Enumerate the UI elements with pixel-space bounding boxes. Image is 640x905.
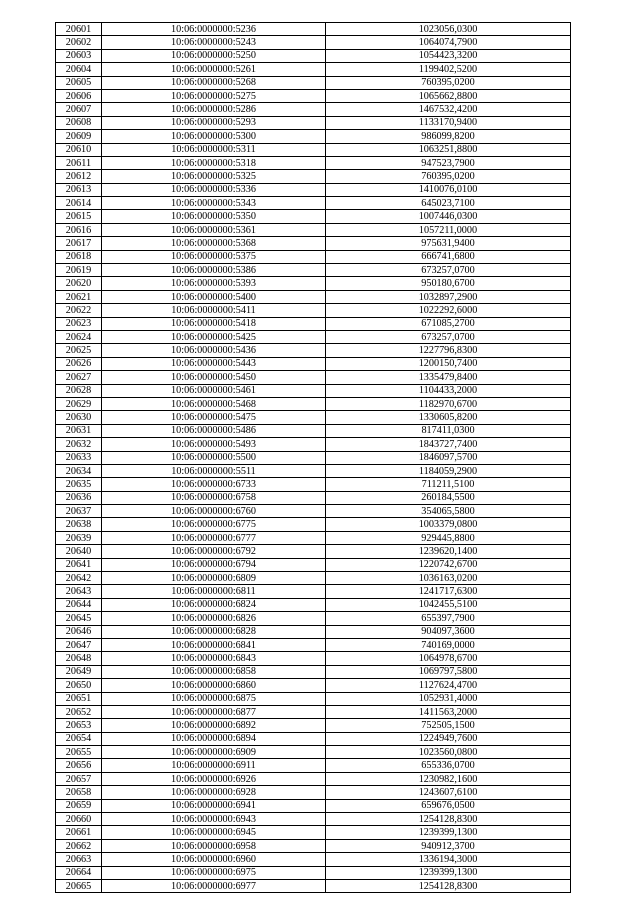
value-cell: 817411,0300 bbox=[326, 424, 571, 437]
row-number-cell: 20658 bbox=[56, 786, 102, 799]
value-cell: 659676,0500 bbox=[326, 799, 571, 812]
cadastral-number-cell: 10:06:0000000:5386 bbox=[102, 264, 326, 277]
row-number-cell: 20657 bbox=[56, 772, 102, 785]
row-number-cell: 20660 bbox=[56, 813, 102, 826]
table-row bbox=[56, 478, 571, 491]
table-row bbox=[56, 759, 571, 772]
row-number-cell: 20653 bbox=[56, 719, 102, 732]
table-row bbox=[56, 799, 571, 812]
value-cell: 1003379,0800 bbox=[326, 518, 571, 531]
table-row bbox=[56, 505, 571, 518]
cadastral-number-cell: 10:06:0000000:5475 bbox=[102, 411, 326, 424]
value-cell: 929445,8800 bbox=[326, 531, 571, 544]
value-cell: 1335479,8400 bbox=[326, 371, 571, 384]
cadastral-number-cell: 10:06:0000000:5300 bbox=[102, 130, 326, 143]
row-number-cell: 20648 bbox=[56, 652, 102, 665]
cadastral-number-cell: 10:06:0000000:5436 bbox=[102, 344, 326, 357]
row-number-cell: 20618 bbox=[56, 250, 102, 263]
value-cell: 1032897,2900 bbox=[326, 290, 571, 303]
cadastral-number-cell: 10:06:0000000:6841 bbox=[102, 638, 326, 651]
value-cell: 940912,3700 bbox=[326, 839, 571, 852]
value-cell: 1184059,2900 bbox=[326, 464, 571, 477]
row-number-cell: 20626 bbox=[56, 357, 102, 370]
row-number-cell: 20627 bbox=[56, 371, 102, 384]
value-cell: 1330605,8200 bbox=[326, 411, 571, 424]
value-cell: 975631,9400 bbox=[326, 237, 571, 250]
value-cell: 673257,0700 bbox=[326, 264, 571, 277]
cadastral-number-cell: 10:06:0000000:5461 bbox=[102, 384, 326, 397]
row-number-cell: 20663 bbox=[56, 853, 102, 866]
row-number-cell: 20638 bbox=[56, 518, 102, 531]
table-row bbox=[56, 518, 571, 531]
table-row bbox=[56, 732, 571, 745]
cadastral-number-cell: 10:06:0000000:6926 bbox=[102, 772, 326, 785]
table-row bbox=[56, 866, 571, 879]
table-row bbox=[56, 250, 571, 263]
row-number-cell: 20662 bbox=[56, 839, 102, 852]
value-cell: 1064074,7900 bbox=[326, 36, 571, 49]
row-number-cell: 20604 bbox=[56, 63, 102, 76]
cadastral-number-cell: 10:06:0000000:5368 bbox=[102, 237, 326, 250]
value-cell: 1023560,0800 bbox=[326, 746, 571, 759]
value-cell: 904097,3600 bbox=[326, 625, 571, 638]
table-row bbox=[56, 692, 571, 705]
cadastral-number-cell: 10:06:0000000:5500 bbox=[102, 451, 326, 464]
value-cell: 1199402,5200 bbox=[326, 63, 571, 76]
row-number-cell: 20624 bbox=[56, 330, 102, 343]
row-number-cell: 20635 bbox=[56, 478, 102, 491]
value-cell: 1846097,5700 bbox=[326, 451, 571, 464]
value-cell: 760395,0200 bbox=[326, 170, 571, 183]
table-row bbox=[56, 705, 571, 718]
value-cell: 1133170,9400 bbox=[326, 116, 571, 129]
cadastral-number-cell: 10:06:0000000:6960 bbox=[102, 853, 326, 866]
value-cell: 1007446,0300 bbox=[326, 210, 571, 223]
table-row bbox=[56, 170, 571, 183]
row-number-cell: 20611 bbox=[56, 156, 102, 169]
cadastral-number-cell: 10:06:0000000:5418 bbox=[102, 317, 326, 330]
value-cell: 671085,2700 bbox=[326, 317, 571, 330]
cadastral-number-cell: 10:06:0000000:5236 bbox=[102, 23, 326, 36]
table-row bbox=[56, 411, 571, 424]
cadastral-number-cell: 10:06:0000000:5268 bbox=[102, 76, 326, 89]
row-number-cell: 20614 bbox=[56, 197, 102, 210]
table-row bbox=[56, 23, 571, 36]
table-row bbox=[56, 223, 571, 236]
row-number-cell: 20664 bbox=[56, 866, 102, 879]
value-cell: 673257,0700 bbox=[326, 330, 571, 343]
cadastral-number-cell: 10:06:0000000:6843 bbox=[102, 652, 326, 665]
value-cell: 1220742,6700 bbox=[326, 558, 571, 571]
cadastral-number-cell: 10:06:0000000:6860 bbox=[102, 679, 326, 692]
value-cell: 1230982,1600 bbox=[326, 772, 571, 785]
value-cell: 1241717,6300 bbox=[326, 585, 571, 598]
cadastral-number-cell: 10:06:0000000:5375 bbox=[102, 250, 326, 263]
table-row bbox=[56, 880, 571, 893]
value-cell: 1336194,3000 bbox=[326, 853, 571, 866]
row-number-cell: 20616 bbox=[56, 223, 102, 236]
table-row bbox=[56, 451, 571, 464]
cadastral-number-cell: 10:06:0000000:6733 bbox=[102, 478, 326, 491]
value-cell: 1042455,5100 bbox=[326, 598, 571, 611]
row-number-cell: 20607 bbox=[56, 103, 102, 116]
row-number-cell: 20620 bbox=[56, 277, 102, 290]
table-row bbox=[56, 853, 571, 866]
row-number-cell: 20646 bbox=[56, 625, 102, 638]
table-row bbox=[56, 679, 571, 692]
value-cell: 1224949,7600 bbox=[326, 732, 571, 745]
cadastral-number-cell: 10:06:0000000:6975 bbox=[102, 866, 326, 879]
table-row bbox=[56, 143, 571, 156]
value-cell: 655397,7900 bbox=[326, 612, 571, 625]
table-row bbox=[56, 665, 571, 678]
row-number-cell: 20629 bbox=[56, 397, 102, 410]
table-row bbox=[56, 183, 571, 196]
row-number-cell: 20603 bbox=[56, 49, 102, 62]
value-cell: 1200150,7400 bbox=[326, 357, 571, 370]
cadastral-value-table bbox=[55, 22, 571, 893]
table-row bbox=[56, 264, 571, 277]
row-number-cell: 20608 bbox=[56, 116, 102, 129]
row-number-cell: 20613 bbox=[56, 183, 102, 196]
row-number-cell: 20661 bbox=[56, 826, 102, 839]
table-row bbox=[56, 638, 571, 651]
cadastral-number-cell: 10:06:0000000:6775 bbox=[102, 518, 326, 531]
cadastral-number-cell: 10:06:0000000:6945 bbox=[102, 826, 326, 839]
table-row bbox=[56, 572, 571, 585]
value-cell: 1239399,1300 bbox=[326, 866, 571, 879]
row-number-cell: 20632 bbox=[56, 438, 102, 451]
row-number-cell: 20631 bbox=[56, 424, 102, 437]
value-cell: 1022292,6000 bbox=[326, 304, 571, 317]
cadastral-number-cell: 10:06:0000000:6826 bbox=[102, 612, 326, 625]
table-row bbox=[56, 36, 571, 49]
value-cell: 740169,0000 bbox=[326, 638, 571, 651]
row-number-cell: 20634 bbox=[56, 464, 102, 477]
cadastral-number-cell: 10:06:0000000:5393 bbox=[102, 277, 326, 290]
value-cell: 1239399,1300 bbox=[326, 826, 571, 839]
table-row bbox=[56, 330, 571, 343]
row-number-cell: 20642 bbox=[56, 572, 102, 585]
cadastral-number-cell: 10:06:0000000:5468 bbox=[102, 397, 326, 410]
value-cell: 1254128,8300 bbox=[326, 880, 571, 893]
cadastral-number-cell: 10:06:0000000:5411 bbox=[102, 304, 326, 317]
cadastral-number-cell: 10:06:0000000:5336 bbox=[102, 183, 326, 196]
value-cell: 1054423,3200 bbox=[326, 49, 571, 62]
cadastral-number-cell: 10:06:0000000:6928 bbox=[102, 786, 326, 799]
cadastral-number-cell: 10:06:0000000:5243 bbox=[102, 36, 326, 49]
table-row bbox=[56, 210, 571, 223]
table-row bbox=[56, 237, 571, 250]
cadastral-number-cell: 10:06:0000000:6894 bbox=[102, 732, 326, 745]
cadastral-number-cell: 10:06:0000000:6794 bbox=[102, 558, 326, 571]
cadastral-number-cell: 10:06:0000000:5250 bbox=[102, 49, 326, 62]
table-row bbox=[56, 746, 571, 759]
value-cell: 947523,7900 bbox=[326, 156, 571, 169]
cadastral-number-cell: 10:06:0000000:5286 bbox=[102, 103, 326, 116]
cadastral-number-cell: 10:06:0000000:6875 bbox=[102, 692, 326, 705]
row-number-cell: 20615 bbox=[56, 210, 102, 223]
cadastral-number-cell: 10:06:0000000:5443 bbox=[102, 357, 326, 370]
table-body bbox=[56, 23, 571, 893]
value-cell: 1239620,1400 bbox=[326, 545, 571, 558]
table-row bbox=[56, 384, 571, 397]
table-row bbox=[56, 116, 571, 129]
row-number-cell: 20602 bbox=[56, 36, 102, 49]
row-number-cell: 20654 bbox=[56, 732, 102, 745]
value-cell: 1227796,8300 bbox=[326, 344, 571, 357]
row-number-cell: 20640 bbox=[56, 545, 102, 558]
value-cell: 1467532,4200 bbox=[326, 103, 571, 116]
cadastral-number-cell: 10:06:0000000:5325 bbox=[102, 170, 326, 183]
table-row bbox=[56, 545, 571, 558]
value-cell: 260184,5500 bbox=[326, 491, 571, 504]
row-number-cell: 20625 bbox=[56, 344, 102, 357]
value-cell: 1127624,4700 bbox=[326, 679, 571, 692]
cadastral-number-cell: 10:06:0000000:6877 bbox=[102, 705, 326, 718]
value-cell: 1411563,2000 bbox=[326, 705, 571, 718]
cadastral-number-cell: 10:06:0000000:5486 bbox=[102, 424, 326, 437]
table-row bbox=[56, 438, 571, 451]
table-row bbox=[56, 63, 571, 76]
table-row bbox=[56, 612, 571, 625]
value-cell: 1254128,8300 bbox=[326, 813, 571, 826]
cadastral-number-cell: 10:06:0000000:6941 bbox=[102, 799, 326, 812]
row-number-cell: 20643 bbox=[56, 585, 102, 598]
table-row bbox=[56, 76, 571, 89]
value-cell: 655336,0700 bbox=[326, 759, 571, 772]
value-cell: 1036163,0200 bbox=[326, 572, 571, 585]
value-cell: 354065,5800 bbox=[326, 505, 571, 518]
table-row bbox=[56, 344, 571, 357]
value-cell: 1052931,4000 bbox=[326, 692, 571, 705]
row-number-cell: 20637 bbox=[56, 505, 102, 518]
row-number-cell: 20610 bbox=[56, 143, 102, 156]
row-number-cell: 20621 bbox=[56, 290, 102, 303]
table-row bbox=[56, 424, 571, 437]
cadastral-number-cell: 10:06:0000000:6777 bbox=[102, 531, 326, 544]
value-cell: 1104433,2000 bbox=[326, 384, 571, 397]
value-cell: 1057211,0000 bbox=[326, 223, 571, 236]
table-row bbox=[56, 89, 571, 102]
row-number-cell: 20617 bbox=[56, 237, 102, 250]
table-row bbox=[56, 197, 571, 210]
table-row bbox=[56, 558, 571, 571]
row-number-cell: 20645 bbox=[56, 612, 102, 625]
table-row bbox=[56, 772, 571, 785]
cadastral-number-cell: 10:06:0000000:6909 bbox=[102, 746, 326, 759]
value-cell: 986099,8200 bbox=[326, 130, 571, 143]
value-cell: 760395,0200 bbox=[326, 76, 571, 89]
cadastral-number-cell: 10:06:0000000:5400 bbox=[102, 290, 326, 303]
table-row bbox=[56, 839, 571, 852]
cadastral-number-cell: 10:06:0000000:6911 bbox=[102, 759, 326, 772]
table-row bbox=[56, 464, 571, 477]
value-cell: 752505,1500 bbox=[326, 719, 571, 732]
row-number-cell: 20650 bbox=[56, 679, 102, 692]
cadastral-number-cell: 10:06:0000000:6943 bbox=[102, 813, 326, 826]
table-row bbox=[56, 719, 571, 732]
row-number-cell: 20655 bbox=[56, 746, 102, 759]
row-number-cell: 20609 bbox=[56, 130, 102, 143]
row-number-cell: 20659 bbox=[56, 799, 102, 812]
row-number-cell: 20619 bbox=[56, 264, 102, 277]
row-number-cell: 20605 bbox=[56, 76, 102, 89]
row-number-cell: 20623 bbox=[56, 317, 102, 330]
cadastral-number-cell: 10:06:0000000:6758 bbox=[102, 491, 326, 504]
cadastral-number-cell: 10:06:0000000:5311 bbox=[102, 143, 326, 156]
row-number-cell: 20652 bbox=[56, 705, 102, 718]
row-number-cell: 20647 bbox=[56, 638, 102, 651]
row-number-cell: 20606 bbox=[56, 89, 102, 102]
table-row bbox=[56, 598, 571, 611]
cadastral-number-cell: 10:06:0000000:6858 bbox=[102, 665, 326, 678]
cadastral-number-cell: 10:06:0000000:5275 bbox=[102, 89, 326, 102]
table-row bbox=[56, 531, 571, 544]
row-number-cell: 20612 bbox=[56, 170, 102, 183]
value-cell: 1243607,6100 bbox=[326, 786, 571, 799]
table-row bbox=[56, 290, 571, 303]
row-number-cell: 20641 bbox=[56, 558, 102, 571]
row-number-cell: 20656 bbox=[56, 759, 102, 772]
value-cell: 1069797,5800 bbox=[326, 665, 571, 678]
cadastral-number-cell: 10:06:0000000:5293 bbox=[102, 116, 326, 129]
cadastral-number-cell: 10:06:0000000:6824 bbox=[102, 598, 326, 611]
cadastral-number-cell: 10:06:0000000:6760 bbox=[102, 505, 326, 518]
table-row bbox=[56, 357, 571, 370]
table-row bbox=[56, 371, 571, 384]
table-row bbox=[56, 585, 571, 598]
row-number-cell: 20628 bbox=[56, 384, 102, 397]
cadastral-number-cell: 10:06:0000000:5511 bbox=[102, 464, 326, 477]
cadastral-number-cell: 10:06:0000000:6792 bbox=[102, 545, 326, 558]
table-row bbox=[56, 304, 571, 317]
table-row bbox=[56, 491, 571, 504]
value-cell: 950180,6700 bbox=[326, 277, 571, 290]
value-cell: 645023,7100 bbox=[326, 197, 571, 210]
cadastral-number-cell: 10:06:0000000:6892 bbox=[102, 719, 326, 732]
value-cell: 1065662,8800 bbox=[326, 89, 571, 102]
table-row bbox=[56, 156, 571, 169]
value-cell: 1843727,7400 bbox=[326, 438, 571, 451]
table-row bbox=[56, 103, 571, 116]
cadastral-number-cell: 10:06:0000000:5361 bbox=[102, 223, 326, 236]
row-number-cell: 20622 bbox=[56, 304, 102, 317]
row-number-cell: 20633 bbox=[56, 451, 102, 464]
cadastral-number-cell: 10:06:0000000:5350 bbox=[102, 210, 326, 223]
value-cell: 1182970,6700 bbox=[326, 397, 571, 410]
cadastral-number-cell: 10:06:0000000:6977 bbox=[102, 880, 326, 893]
table-row bbox=[56, 826, 571, 839]
cadastral-number-cell: 10:06:0000000:5450 bbox=[102, 371, 326, 384]
table-row bbox=[56, 49, 571, 62]
row-number-cell: 20644 bbox=[56, 598, 102, 611]
table-row bbox=[56, 397, 571, 410]
table-row bbox=[56, 813, 571, 826]
value-cell: 1023056,0300 bbox=[326, 23, 571, 36]
row-number-cell: 20665 bbox=[56, 880, 102, 893]
cadastral-number-cell: 10:06:0000000:6828 bbox=[102, 625, 326, 638]
table-row bbox=[56, 786, 571, 799]
row-number-cell: 20649 bbox=[56, 665, 102, 678]
table-row bbox=[56, 130, 571, 143]
table-row bbox=[56, 317, 571, 330]
table-row bbox=[56, 625, 571, 638]
row-number-cell: 20639 bbox=[56, 531, 102, 544]
table-row bbox=[56, 652, 571, 665]
row-number-cell: 20630 bbox=[56, 411, 102, 424]
value-cell: 1063251,8800 bbox=[326, 143, 571, 156]
value-cell: 666741,6800 bbox=[326, 250, 571, 263]
value-cell: 1410076,0100 bbox=[326, 183, 571, 196]
cadastral-number-cell: 10:06:0000000:5261 bbox=[102, 63, 326, 76]
row-number-cell: 20651 bbox=[56, 692, 102, 705]
table-row bbox=[56, 277, 571, 290]
row-number-cell: 20636 bbox=[56, 491, 102, 504]
row-number-cell: 20601 bbox=[56, 23, 102, 36]
value-cell: 711211,5100 bbox=[326, 478, 571, 491]
cadastral-number-cell: 10:06:0000000:5493 bbox=[102, 438, 326, 451]
cadastral-number-cell: 10:06:0000000:6958 bbox=[102, 839, 326, 852]
value-cell: 1064978,6700 bbox=[326, 652, 571, 665]
cadastral-number-cell: 10:06:0000000:5318 bbox=[102, 156, 326, 169]
cadastral-number-cell: 10:06:0000000:5425 bbox=[102, 330, 326, 343]
cadastral-number-cell: 10:06:0000000:5343 bbox=[102, 197, 326, 210]
cadastral-number-cell: 10:06:0000000:6811 bbox=[102, 585, 326, 598]
cadastral-number-cell: 10:06:0000000:6809 bbox=[102, 572, 326, 585]
